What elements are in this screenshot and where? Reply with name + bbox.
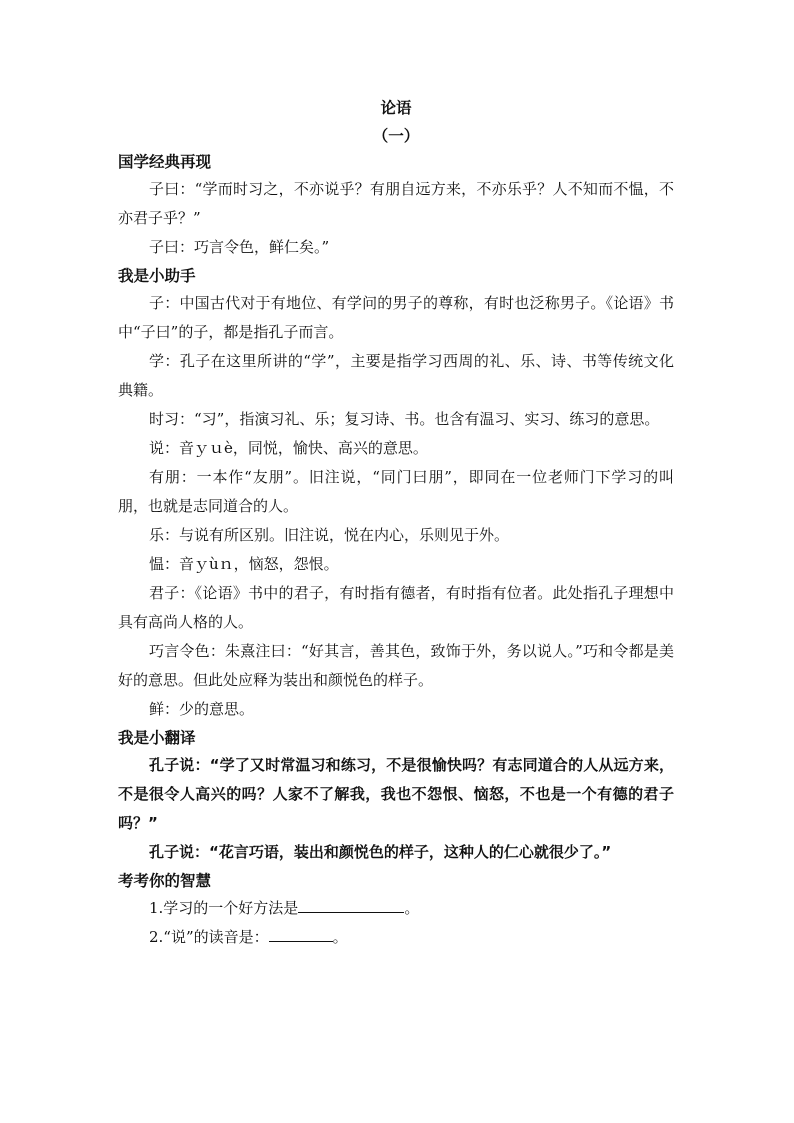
quiz-question-1 — [118, 894, 674, 923]
helper-line: 子：中国古代对于有地位、有学问的男子的尊称，有时也泛称男子。《论语》书中“子曰”的子，都是指孔子而言。 — [118, 294, 674, 341]
helper-line: 君子：《论语》书中的君子，有时指有德者，有时指有位者。此处指孔子理想中具有高尚人格的人。 — [118, 584, 674, 631]
classic-line: 子曰：“学而时习之，不亦说乎？有朋自远方来，不亦乐乎？人不知而不愠，不亦君子乎？” — [118, 180, 674, 227]
translate-line: 孔子说：“花言巧语，装出和颜悦色的样子，这种人的仁心就很少了。” — [149, 843, 612, 861]
helper-line: 时习：“习”，指演习礼、乐；复习诗、书。也含有温习、实习、练习的意思。 — [149, 410, 660, 428]
document-page — [118, 96, 674, 952]
answer-blank-1[interactable] — [298, 894, 404, 913]
section-heading-helper: 我是小助手 — [118, 266, 196, 285]
page-subtitle: （一） — [372, 126, 420, 145]
translate-line: 孔子说：“学了又时常温习和练习，不是很愉快吗？有志同道合的人从远方来，不是很令人高兴的吗？人家不了解我，我也不怨恨、恼怒，不也是一个有德的君子吗？” — [118, 756, 674, 832]
section-heading-classic: 国学经典再现 — [118, 152, 212, 171]
quiz-question-text: 1.学习的一个好方法是 — [149, 899, 299, 917]
section-heading-translate: 我是小翻译 — [118, 728, 196, 747]
helper-line: 说：音ｙｕè，同悦，愉快、高兴的意思。 — [149, 439, 428, 457]
helper-line: 乐：与说有所区别。旧注说，悦在内心，乐则见于外。 — [149, 526, 510, 544]
helper-line: 巧言令色：朱熹注曰：“好其言，善其色，致饰于外，务以说人。”巧和令都是美好的意思。但此处应释为装出和颜悦色的样子。 — [118, 642, 674, 689]
helper-line: 鲜：少的意思。 — [149, 700, 255, 718]
quiz-question-end: 。 — [404, 899, 420, 917]
section-heading-quiz: 考考你的智慧 — [118, 871, 212, 890]
quiz-question-text: 2.“说”的读音是： — [149, 928, 269, 946]
helper-line: 有朋：一本作“友朋”。旧注说，“同门曰朋”，即同在一位老师门下学习的叫朋，也就是志同道合的人。 — [118, 468, 674, 515]
quiz-question-2 — [118, 923, 674, 952]
helper-line: 愠：音ｙùｎ，恼怒，怨恨。 — [149, 555, 339, 573]
quiz-question-end: 。 — [332, 928, 348, 946]
classic-line: 子曰：巧言令色，鲜仁矣。” — [149, 238, 330, 256]
answer-blank-2[interactable] — [269, 923, 333, 942]
page-title: 论语 — [380, 98, 412, 117]
helper-line: 学：孔子在这里所讲的“学”，主要是指学习西周的礼、乐、诗、书等传统文化典籍。 — [118, 352, 674, 399]
